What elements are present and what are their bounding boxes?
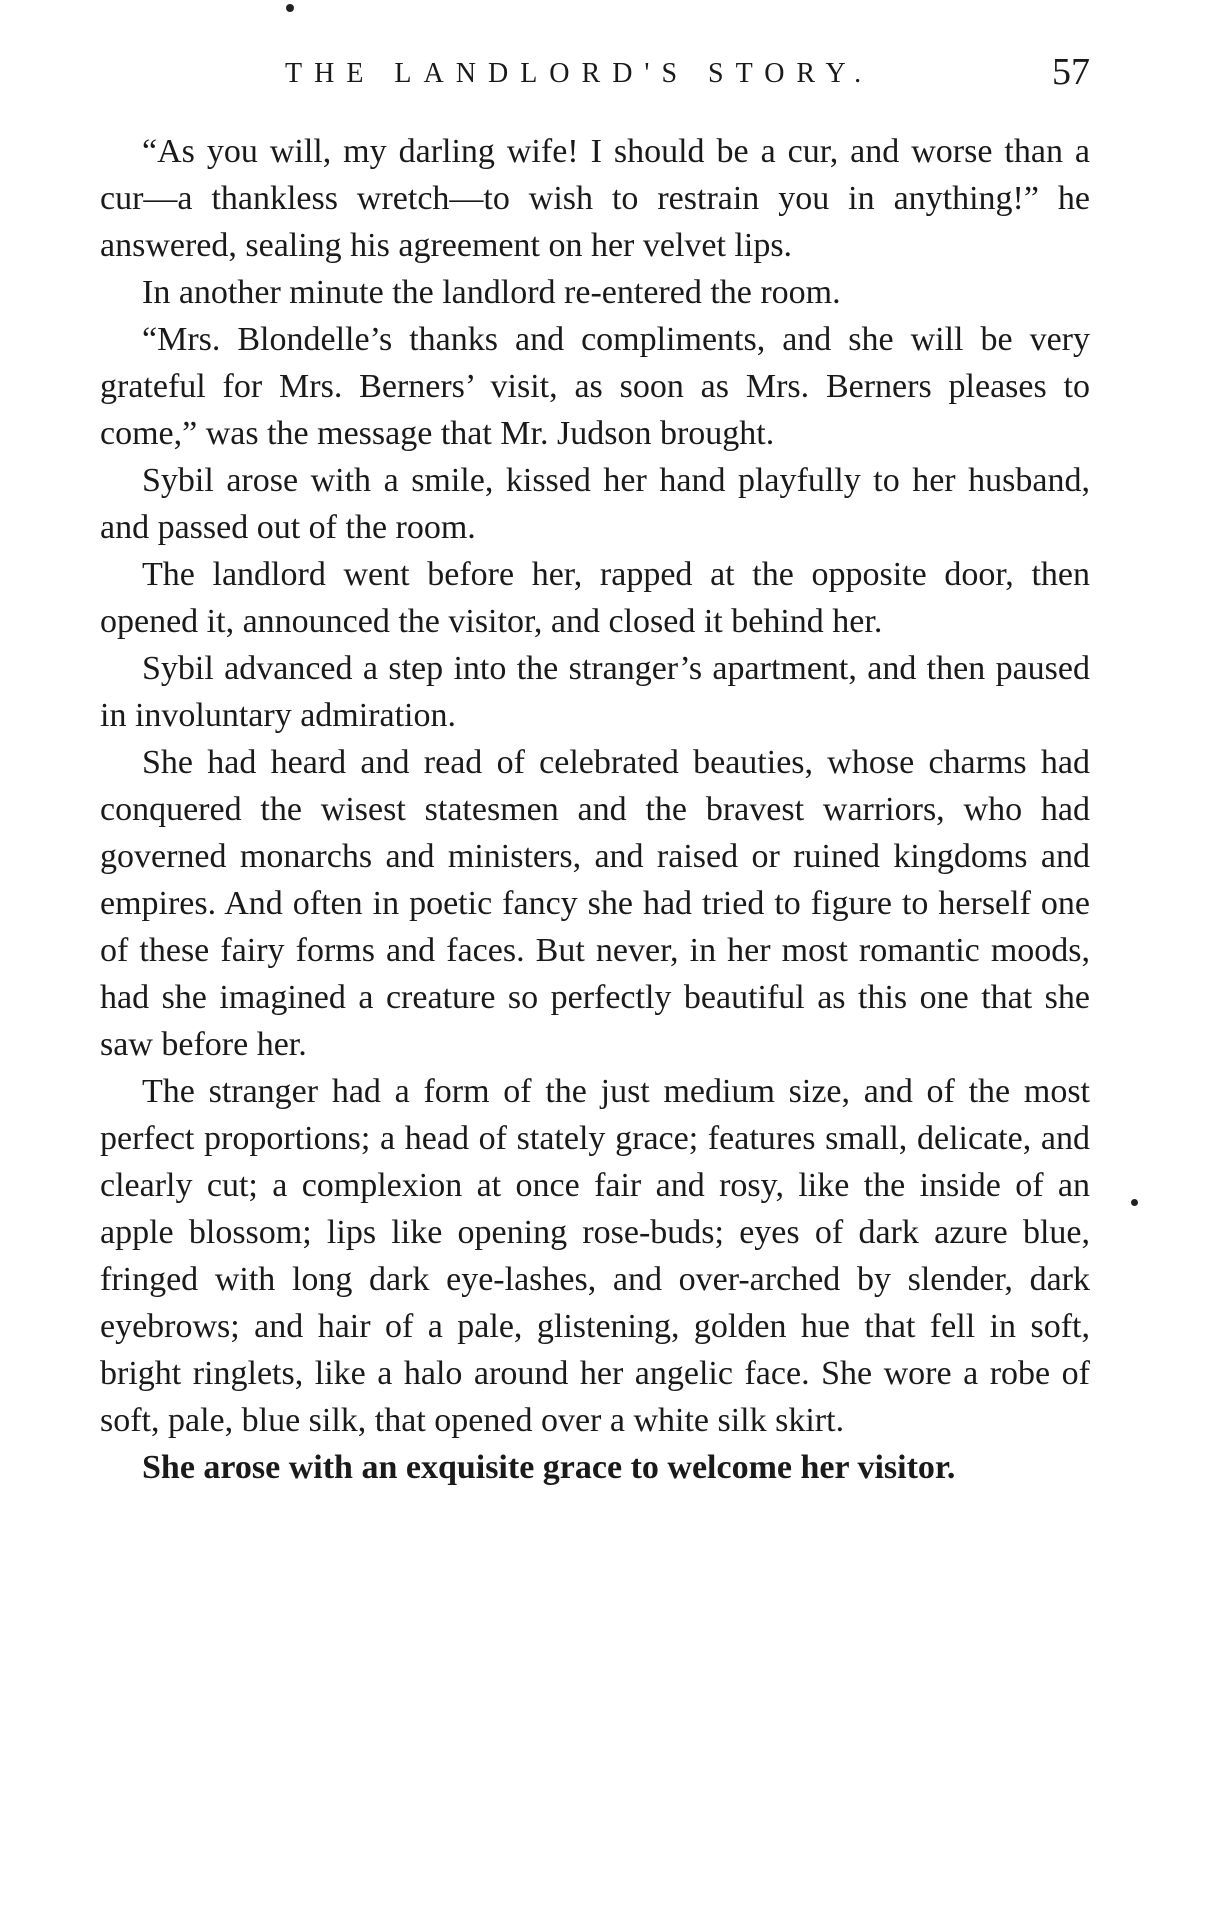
paragraph: “Mrs. Blondelle’s thanks and compliments, and she will be very grateful for Mrs. Berners’ visit, as soon as Mrs. Berners pleases to come,” was the message that Mr. Judson brought. [100, 321, 1090, 452]
paragraph: The landlord went before her, rapped at the opposite door, then opened it, announced the visitor, and closed it behind her. [100, 556, 1090, 640]
page-header [100, 50, 1090, 110]
running-head: THE LANDLORD'S STORY. [285, 58, 874, 89]
paragraph: The stranger had a form of the just medium size, and of the most perfect proportions; a head of stately grace; features small, delicate, and clearly cut; a complexion at once fair and rosy, like the inside of an apple blossom; lips like opening rose-buds; eyes of dark azure blue, fringed with long dark eye-lashes, and over-arched by slender, dark eyebrows; and hair of a pale, glistening, golden hue that fell in soft, bright ringlets, like a halo around her angelic face. She wore a robe of soft, pale, blue silk, that opened over a white silk skirt. [100, 1073, 1090, 1439]
paragraph: Sybil arose with a smile, kissed her hand playfully to her husband, and passed out of the room. [100, 462, 1090, 546]
paragraph: She arose with an exquisite grace to welcome her visitor. [142, 1449, 956, 1486]
paragraph: In another minute the landlord re-entered the room. [142, 274, 841, 311]
paragraph: “As you will, my darling wife! I should be a cur, and worse than a cur—a thankless wretch—to wish to restrain you in anything!” he answered, sealing his agreement on her velvet lips. [100, 133, 1090, 264]
paragraph: Sybil advanced a step into the stranger’s apartment, and then paused in involuntary admiration. [100, 650, 1090, 734]
ink-speck [286, 4, 294, 12]
ink-speck [1131, 1199, 1138, 1206]
page-number: 57 [1052, 51, 1090, 93]
body-text [100, 128, 1090, 1491]
paragraph: She had heard and read of celebrated beauties, whose charms had conquered the wisest statesmen and the bravest warriors, who had governed monarchs and ministers, and raised or ruined kingdoms and empires. And often in poetic fancy she had tried to figure to herself one of these fairy forms and faces. But never, in her most romantic moods, had she imagined a creature so perfectly beautiful as this one that she saw before her. [100, 744, 1090, 1063]
